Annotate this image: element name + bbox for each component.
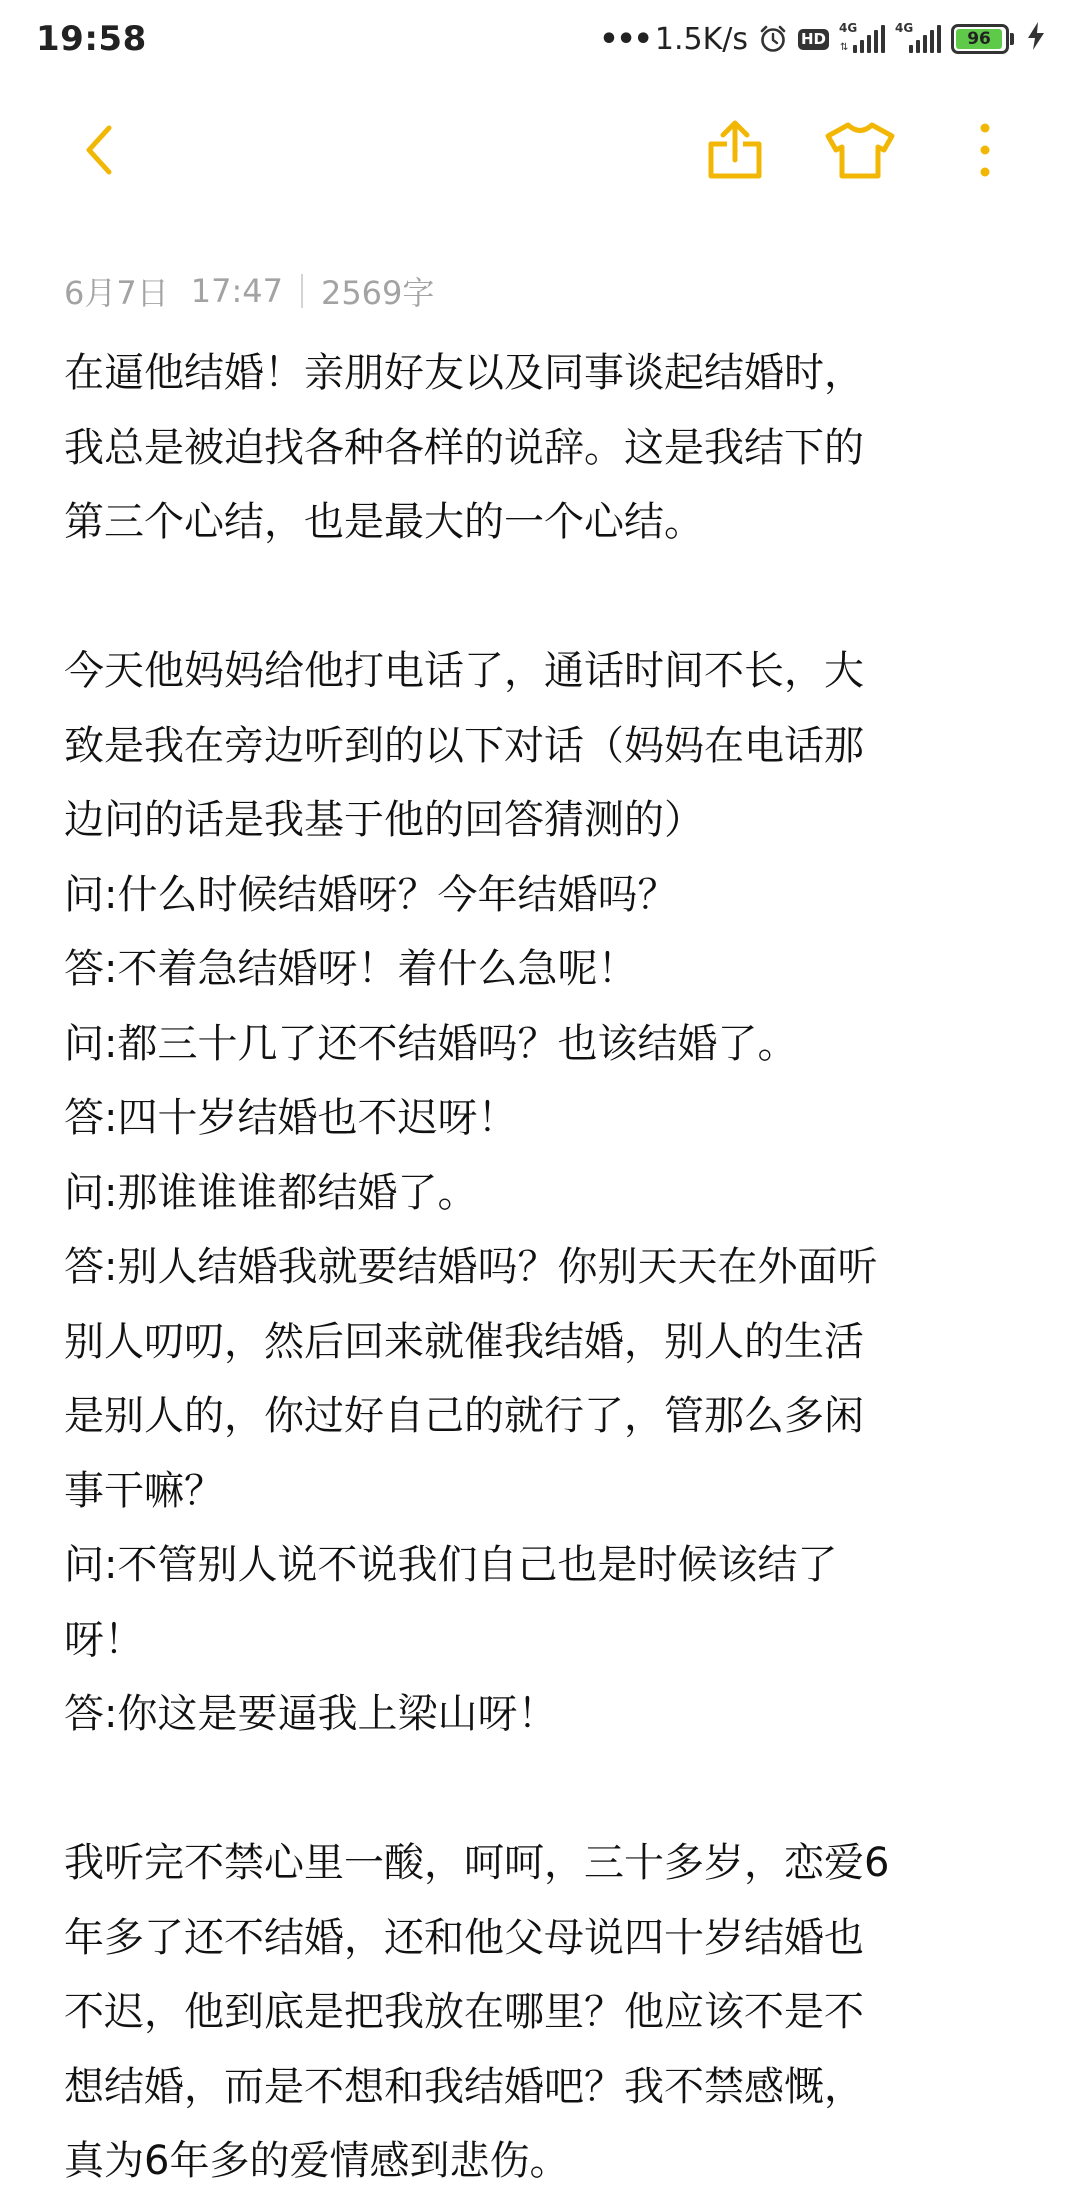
- alarm-icon: [758, 24, 788, 54]
- bolt-icon: [1026, 21, 1046, 58]
- status-bar: [0, 0, 1080, 78]
- note-line: [64, 1752, 1024, 1827]
- data-arrows-icon: ⇅: [840, 42, 849, 53]
- more-vertical-icon: [977, 120, 993, 180]
- signal-sim1-label: 4G: [839, 21, 858, 35]
- share-button[interactable]: [690, 100, 780, 200]
- note-line: 问:不管别人说不说我们自己也是时候该结了: [64, 1542, 838, 1588]
- note-line: 答:不着急结婚呀！着什么急呢！: [64, 946, 638, 992]
- hd-label: HD: [798, 29, 829, 50]
- note-char-count: 2569字: [320, 274, 435, 312]
- chevron-left-icon: [79, 122, 119, 178]
- theme-button[interactable]: [815, 100, 905, 200]
- note-line: 问:什么时候结婚呀？今年结婚吗？: [64, 871, 678, 918]
- note-line: 致是我在旁边听到的以下对话（妈妈在电话那: [64, 722, 864, 769]
- note-meta: [64, 268, 434, 314]
- network-speed: [599, 22, 748, 57]
- note-line: 我总是被迫找各种各样的说辞。这是我结下的: [64, 424, 864, 471]
- note-line: 年多了还不结婚，还和他父母说四十岁结婚也: [64, 1914, 864, 1961]
- note-line: 问:都三十几了还不结婚吗？也该结婚了。: [64, 1020, 798, 1067]
- note-line: 事干嘛？: [64, 1467, 224, 1514]
- status-time: 19:58: [36, 19, 147, 59]
- battery-level: 96: [967, 29, 991, 49]
- note-line: 想结婚，而是不想和我结婚吧？我不禁感慨，: [64, 2063, 864, 2110]
- network-speed-value: 1.5K/s: [654, 21, 748, 57]
- signal-sim1-icon: [839, 21, 885, 53]
- note-line: 答:四十岁结婚也不迟呀！: [64, 1095, 518, 1141]
- signal-sim2-icon: [895, 21, 941, 53]
- network-dots-icon: •••: [599, 21, 651, 57]
- note-line: 真为6年多的爱情感到悲伤。: [64, 2138, 570, 2184]
- note-line: 我听完不禁心里一酸，呵呵，三十多岁，恋爱6: [64, 1840, 890, 1886]
- note-time: 17:47: [190, 272, 283, 310]
- note-body[interactable]: [64, 336, 1024, 2199]
- note-line: 边问的话是我基于他的回答猜测的）: [64, 797, 704, 843]
- note-date: 6月7日: [64, 274, 169, 312]
- signal-sim2-label: 4G: [895, 21, 914, 35]
- note-line: 在逼他结婚！亲朋好友以及同事谈起结婚时，: [64, 350, 864, 396]
- back-button[interactable]: [54, 100, 144, 200]
- status-indicators: [599, 21, 1046, 58]
- note-toolbar: [0, 100, 1080, 200]
- note-line: 是别人的，你过好自己的就行了，管那么多闲: [64, 1393, 864, 1439]
- note-line: 不迟，他到底是把我放在哪里？他应该不是不: [64, 1989, 864, 2035]
- note-line: 第三个心结，也是最大的一个心结。: [64, 499, 704, 545]
- battery-fill: [956, 29, 1002, 49]
- note-line: 今天他妈妈给他打电话了，通话时间不长，大: [64, 648, 864, 694]
- note-line: 呀！: [64, 1616, 144, 1663]
- share-icon: [705, 118, 765, 182]
- note-line: 别人叨叨，然后回来就催我结婚，别人的生活: [64, 1318, 864, 1365]
- more-button[interactable]: [940, 100, 1030, 200]
- note-line: 问:那谁谁谁都结婚了。: [64, 1169, 478, 1216]
- note-line: 答:别人结婚我就要结婚吗？你别天天在外面听: [64, 1244, 878, 1290]
- battery-icon: [951, 24, 1014, 54]
- note-line: [64, 560, 1024, 635]
- tshirt-icon: [824, 120, 896, 180]
- note-line: 答:你这是要逼我上梁山呀！: [64, 1691, 558, 1737]
- hd-icon: [798, 29, 829, 50]
- meta-divider: [301, 274, 303, 308]
